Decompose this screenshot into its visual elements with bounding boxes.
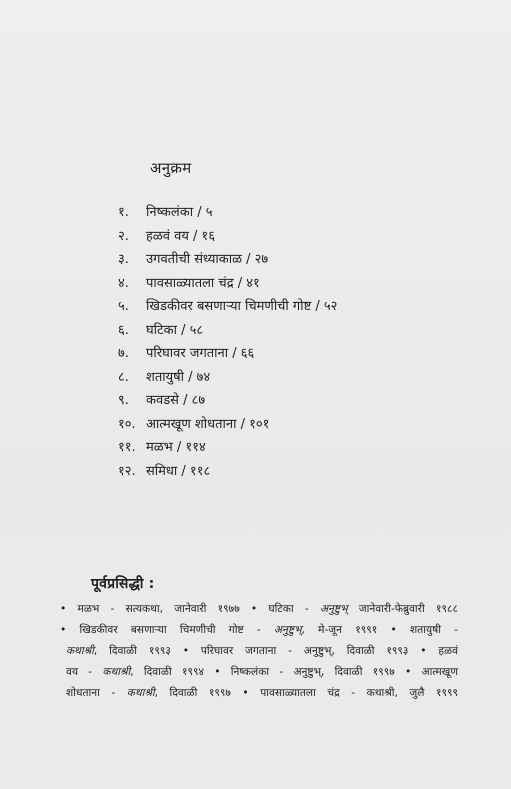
toc-item-title: आत्मखूण शोधताना / १०१ [146,416,270,432]
publication-text: , दिवाळी १९९३ • परिघावर जगताना - अनुष्टुभ्, दिवाळी १९९३ • हळवं [93,645,458,657]
toc-heading: अनुक्रम [150,159,192,177]
toc-item-number: ११. [118,440,136,455]
publication-magazine: कथाश्री [66,645,94,657]
publication-text: , दिवाळी १९९४ • निष्कलंका - अनुष्टुभ्, दिवाळी १९९७ • आत्मखूण [130,666,458,678]
publication-text: वय - [66,666,103,678]
toc-item [118,389,337,413]
toc-item-title: परिघावर जगताना / ६६ [146,346,255,361]
previous-publication-line [60,662,458,683]
toc-item-title: पावसाळ्यातला चंद्र / ४१ [146,275,260,291]
toc-item-title: हळवं वय / १६ [146,228,216,244]
toc-item-number: १. [118,205,129,220]
toc-item [118,436,337,460]
toc-item [118,366,337,390]
toc-item-title: घटिका / ५८ [146,322,204,338]
toc-item-title: समिधा / ११८ [146,463,211,479]
publication-magazine: कथाश्री [102,666,131,678]
previous-publication-list [60,599,458,704]
toc-item-number: ८. [118,369,129,385]
toc-item [118,295,337,319]
toc-item-number: १०. [118,416,136,432]
publication-magazine: अनुष्टुभ् [273,624,302,636]
toc-item-title: खिडकीवर बसणाऱ्या चिमणीची गोष्ट / ५२ [146,299,338,314]
publication-magazine: कथाश्री [126,687,155,699]
toc-item [118,225,337,249]
toc-item-number: ४. [118,275,129,291]
publication-text: • खिडकीवर बसणाऱ्या चिमणीची गोष्ट - [60,624,274,636]
previous-publication-line [60,641,458,662]
toc-item-number: ६. [118,322,129,338]
toc-item [118,413,337,437]
toc-item-number: ७. [118,346,129,361]
publication-text: , दिवाळी १९९७ • पावसाळ्यातला चंद्र - कथाश्री, जुलै १९९९ [154,687,458,699]
toc-item-number: २. [118,228,129,244]
publication-text: जानेवारी-फेब्रुवारी १९८८ [347,603,458,615]
publication-text: , मे-जून १९९१ • शतायुषी - [301,624,458,636]
toc-item [118,201,337,225]
publication-magazine: अनुष्टुभ् [319,603,348,615]
toc-item-number: १२. [118,463,136,479]
toc-list [118,201,337,483]
toc-item-title: मळभ / ११४ [146,440,206,455]
toc-item [118,272,337,296]
publication-text: • मळभ - सत्यकथा, जानेवारी १९७७ • घटिका - [60,603,320,615]
toc-item [118,319,337,343]
toc-item-title: कवडसे / ८७ [146,393,206,408]
toc-item-number: ९. [118,393,129,408]
toc-item [118,248,337,272]
toc-item-title: निष्कलंका / ५ [146,205,213,220]
publication-text: शोधताना - [66,687,127,699]
previous-publication-line [60,683,458,704]
previous-publication-heading: पूर्वप्रसिद्धी : [91,576,155,592]
toc-item [118,342,337,366]
toc-item-title: उगवतीची संध्याकाळ / २७ [146,252,269,267]
toc-item-number: ३. [118,252,129,267]
toc-item-number: ५. [118,299,129,314]
toc-item-title: शतायुषी / ७४ [146,369,211,385]
previous-publication-line [60,599,458,620]
toc-item [118,460,337,484]
previous-publication-line [60,620,458,641]
